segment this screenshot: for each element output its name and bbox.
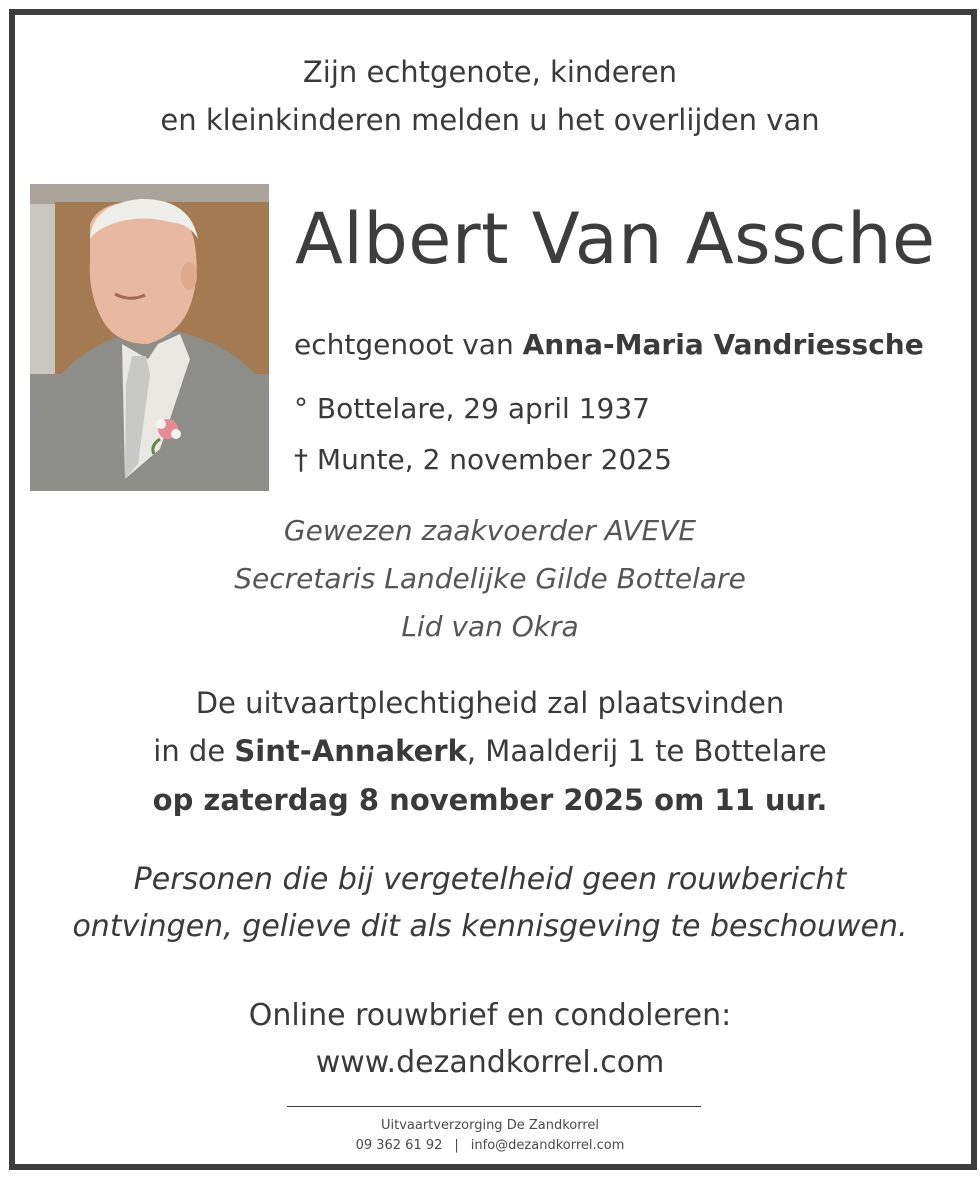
portrait-photo — [30, 184, 269, 491]
church-name: Sint-Annakerk — [234, 734, 467, 768]
intro-line-2: en kleinkinderen melden u het overlijden van — [160, 103, 820, 137]
birth-text: Bottelare, 29 april 1937 — [316, 392, 650, 425]
contact-separator: | — [454, 1138, 459, 1153]
death-text: Munte, 2 november 2025 — [316, 443, 672, 476]
deceased-name: Albert Van Assche — [295, 198, 936, 280]
company-name: Uitvaartverzorging De Zandkorrel — [380, 1118, 600, 1133]
role-1: Gewezen zaakvoerder AVEVE — [283, 514, 697, 547]
ceremony-date: op zaterdag 8 november 2025 om 11 uur. — [152, 783, 828, 817]
role-2: Secretaris Landelijke Gilde Bottelare — [234, 562, 746, 595]
birth-symbol: ° — [294, 392, 308, 425]
intro-line-1: Zijn echtgenote, kinderen — [302, 55, 678, 89]
spouse-line — [294, 328, 924, 361]
death-line — [294, 443, 672, 476]
notice-line-2: ontvingen, gelieve dit als kennisgeving te beschouwen. — [72, 909, 908, 944]
ceremony-line-2 — [0, 734, 980, 768]
notice-line-1: Personen die bij vergetelheid geen rouwbericht — [133, 862, 847, 897]
ceremony-address: , Maalderij 1 te Bottelare — [466, 734, 827, 768]
birth-line — [294, 392, 650, 425]
footer-divider — [287, 1106, 701, 1107]
spouse-prefix: echtgenoot van — [294, 328, 523, 361]
phone-number: 09 362 61 92 — [355, 1138, 443, 1153]
website-link[interactable]: www.dezandkorrel.com — [315, 1045, 665, 1080]
ceremony-prefix: in de — [153, 734, 235, 768]
contact-line — [0, 1138, 980, 1153]
ceremony-line-1: De uitvaartplechtigheid zal plaatsvinden — [195, 686, 785, 720]
spouse-name: Anna-Maria Vandriessche — [522, 328, 924, 361]
email-address[interactable]: info@dezandkorrel.com — [470, 1138, 625, 1153]
online-line: Online rouwbrief en condoleren: — [248, 998, 732, 1033]
role-3: Lid van Okra — [401, 610, 579, 643]
cross-icon: † — [294, 443, 308, 476]
